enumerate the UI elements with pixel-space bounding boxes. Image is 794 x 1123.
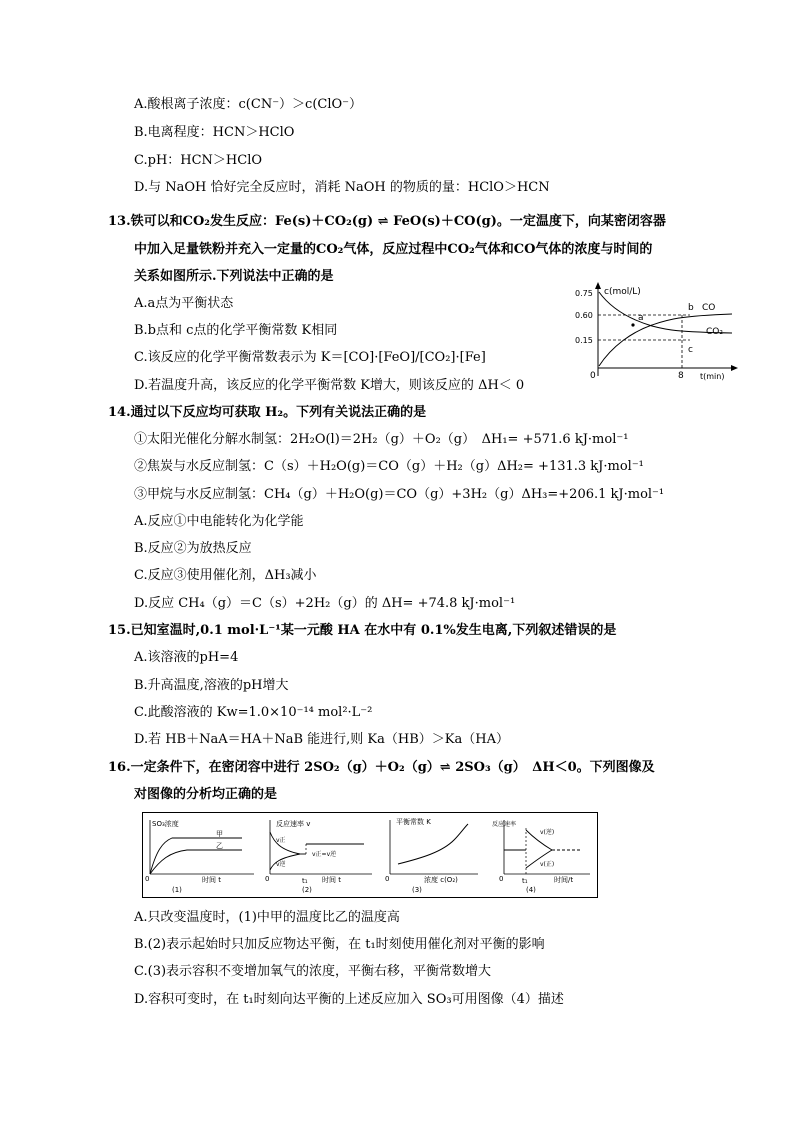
f3-origin: 0: [385, 875, 390, 883]
q12-option-c: C.pH：HCN＞HClO: [134, 153, 263, 168]
f2-t1: t₁: [302, 877, 308, 885]
f1-curve-yi: [150, 850, 242, 874]
figure-2: [265, 819, 372, 894]
f1-yi: 乙: [216, 842, 223, 850]
q13-option-a: A.a点为平衡状态: [134, 296, 234, 311]
q16-stem-line1: 16.一定条件下，在密闭容中进行 2SO₂（g）＋O₂（g）⇌ 2SO₃（g） ΔH＜0。下列图像及: [108, 760, 655, 775]
f3-xlabel: 浓度 c(O₂): [424, 876, 458, 884]
q14-reaction-1: ①太阳光催化分解水制氢：2H₂O(l)＝2H₂（g）＋O₂（g） ΔH₁= +571.6 kJ·mol⁻¹: [134, 432, 629, 447]
point-c: c: [688, 345, 693, 355]
f1-ylabel: SO₃浓度: [152, 820, 179, 828]
figure-1: [145, 819, 254, 894]
f2-xlabel: 时间 t: [322, 876, 341, 884]
label-co: CO: [702, 303, 716, 313]
f1-xlabel: 时间 t: [202, 876, 221, 884]
f1-origin: 0: [145, 875, 150, 883]
point-b: b: [688, 303, 694, 313]
q16-stem-line2: 对图像的分析均正确的是: [134, 787, 278, 802]
q13-stem-line2: 中加入足量铁粉并充入一定量的CO₂气体，反应过程中CO₂气体和CO气体的浓度与时间的: [134, 242, 653, 257]
f2-caption: (2): [302, 886, 312, 894]
q14-option-a: A.反应①中电能转化为化学能: [134, 514, 304, 529]
y-axis-arrow: [595, 282, 601, 289]
tick-015: 0.15: [575, 336, 593, 345]
q13-stem-line3: 关系如图所示.下列说法中正确的是: [134, 269, 334, 284]
f2-vz: v正: [276, 837, 286, 844]
x-axis-arrow: [731, 365, 738, 371]
label-co2: CO₂: [706, 327, 723, 337]
q13-option-c: C.该反应的化学平衡常数表示为 K＝[CO]·[FeO]/[CO₂]·[Fe]: [134, 350, 486, 365]
q15-option-d: D.若 HB＋NaA＝HA＋NaB 能进行,则 Ka（HB）＞Ka（HA）: [134, 732, 509, 747]
point-a-dot: [631, 323, 634, 326]
q12-option-a: A.酸根离子浓度：c(CN⁻）＞c(ClO⁻）: [134, 97, 363, 112]
f4-xlabel: 时间/t: [554, 876, 574, 884]
figure-3: [385, 817, 478, 894]
f2-vn: v逆: [276, 861, 286, 868]
xlabel: t(min): [700, 372, 725, 381]
f2-eq: v正=v逆: [312, 851, 337, 858]
f2-ylabel: 反应速率 v: [276, 820, 311, 828]
x-tick-8: 8: [678, 371, 684, 381]
f2-origin: 0: [265, 875, 270, 883]
q16-option-d: D.容积可变时，在 t₁时刻向达平衡的上述反应加入 SO₃可用图像（4）描述: [134, 992, 564, 1007]
f3-caption: (3): [412, 886, 422, 894]
q13-stem-line1: 13.铁可以和CO₂发生反应：Fe(s)＋CO₂(g) ⇌ FeO(s)＋CO(g)。一定温度下，向某密闭容器: [108, 214, 666, 229]
f3-ylabel: 平衡常数 K: [396, 818, 431, 826]
q14-option-c: C.反应③使用催化剂，ΔH₃减小: [134, 568, 317, 583]
ylabel: c(mol/L): [604, 287, 641, 297]
f4-origin: 0: [499, 875, 504, 883]
q16-option-b: B.(2)表示起始时只加反应物达平衡，在 t₁时刻使用催化剂对平衡的影响: [134, 937, 545, 952]
origin: 0: [590, 371, 596, 381]
q14-reaction-3: ③甲烷与水反应制氢：CH₄（g）＋H₂O(g)＝CO（g）+3H₂（g）ΔH₃=+206.1 kJ·mol⁻¹: [134, 487, 665, 502]
figure-frame: [143, 813, 598, 898]
f4-vn: v(逆): [540, 829, 555, 836]
q13-concentration-graph: [572, 280, 740, 382]
q16-option-c: C.(3)表示容积不变增加氧气的浓度，平衡右移，平衡常数增大: [134, 964, 492, 979]
f1-curve-jia: [150, 838, 242, 874]
f1-jia: 甲: [216, 830, 223, 838]
f4-vz: v(正): [540, 861, 555, 868]
figure-4: [492, 820, 590, 894]
q12-option-d: D.与 NaOH 恰好完全反应时，消耗 NaOH 的物质的量：HClO＞HCN: [134, 180, 550, 195]
q15-stem: 15.已知室温时,0.1 mol·L⁻¹某一元酸 HA 在水中有 0.1%发生电离,下列叙述错误的是: [108, 623, 617, 638]
f4-caption: (4): [526, 886, 536, 894]
q14-reaction-2: ②焦炭与水反应制氢：C（s）＋H₂O(g)＝CO（g）＋H₂（g）ΔH₂= +131.3 kJ·mol⁻¹: [134, 459, 644, 474]
f4-ylabel: 反应速率: [492, 821, 517, 828]
q12-option-b: B.电离程度：HCN＞HClO: [134, 125, 295, 140]
q15-option-b: B.升高温度,溶液的pH增大: [134, 678, 289, 693]
q16-option-a: A.只改变温度时，(1)中甲的温度比乙的温度高: [134, 910, 400, 925]
tick-060: 0.60: [575, 311, 593, 320]
f1-caption: (1): [172, 886, 182, 894]
q14-option-d: D.反应 CH₄（g）＝C（s）+2H₂（g）的 ΔH= +74.8 kJ·mol⁻¹: [134, 596, 516, 611]
q14-stem: 14.通过以下反应均可获取 H₂。下列有关说法正确的是: [108, 405, 427, 420]
point-a: a: [638, 313, 644, 323]
tick-075: 0.75: [575, 289, 593, 298]
f3-curve: [398, 824, 468, 864]
q15-option-c: C.此酸溶液的 Kw=1.0×10⁻¹⁴ mol²·L⁻²: [134, 705, 373, 720]
q14-option-b: B.反应②为放热反应: [134, 541, 252, 556]
q13-option-b: B.b点和 c点的化学平衡常数 K相同: [134, 323, 338, 338]
f4-t1: t₁: [522, 877, 528, 885]
q15-option-a: A.该溶液的pH=4: [134, 650, 239, 665]
q13-option-d: D.若温度升高，该反应的化学平衡常数 K增大，则该反应的 ΔH＜ 0: [134, 378, 525, 393]
q16-figures: [142, 812, 598, 898]
